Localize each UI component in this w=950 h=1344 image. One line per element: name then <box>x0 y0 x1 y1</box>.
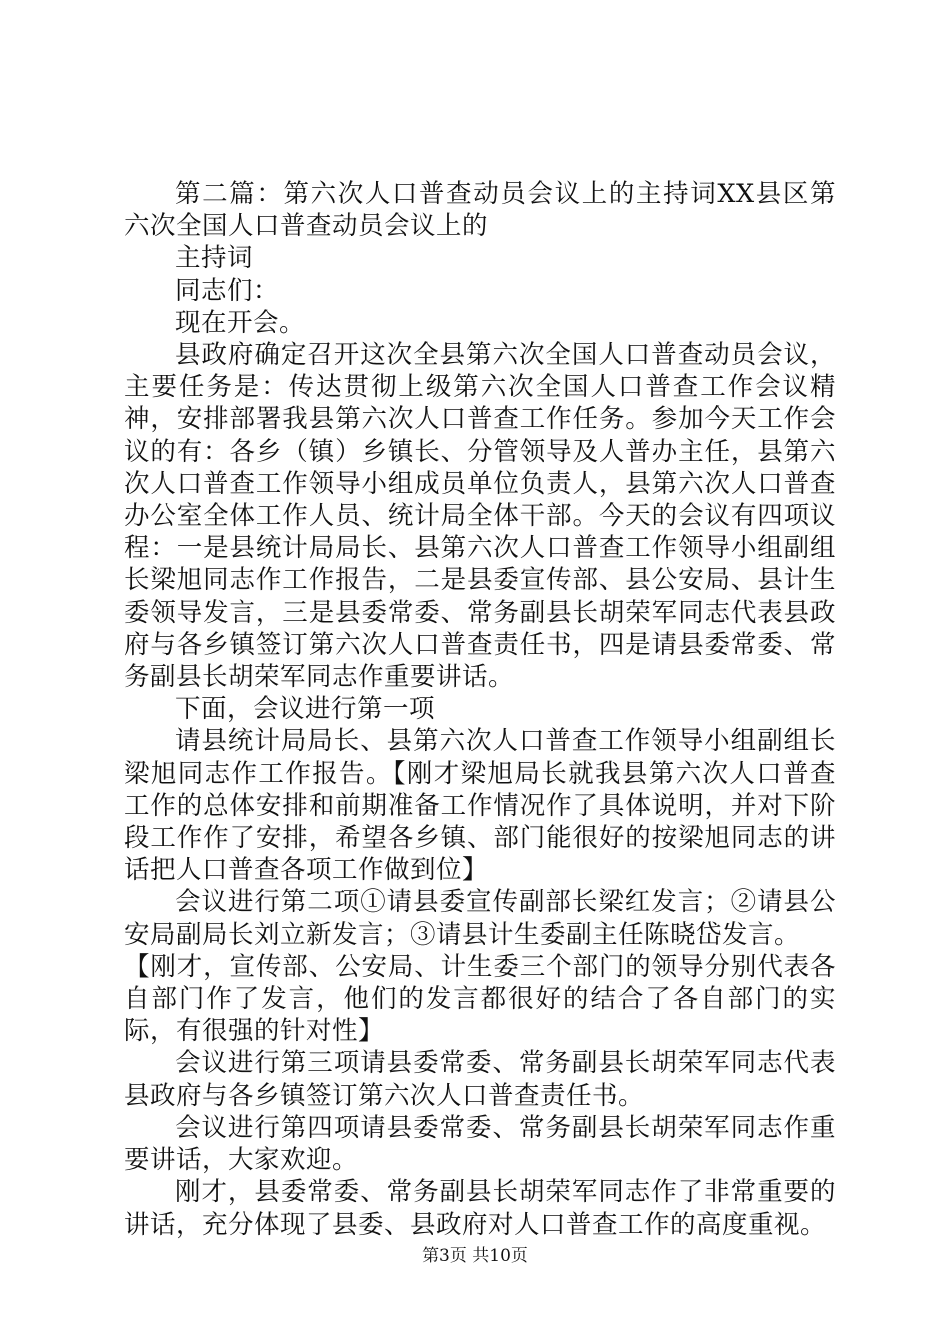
paragraph-item-two-comment: 【刚才，宣传部、公安局、计生委三个部门的领导分别代表各自部门作了发言，他们的发言都很好的结合了各自部门的实际，有很强的针对性】 <box>124 951 836 1047</box>
page-footer <box>0 1244 950 1268</box>
heading-continuation: 主持词 <box>175 243 254 274</box>
paragraph-item-three: 会议进行第三项请县委常委、常务副县长胡荣军同志代表县政府与各乡镇签订第六次人口普查责任书。 <box>124 1048 836 1111</box>
page-number: 第3页 共10页 <box>422 1246 528 1266</box>
paragraph-item-one: 请县统计局局长、县第六次人口普查工作领导小组副组长梁旭同志作工作报告。【刚才梁旭局长就我县第六次人口普查工作的总体安排和前期准备工作情况作了具体说明，并对下阶段工作作了安排，希望各乡镇、部门能很好的按梁旭同志的讲话把人口普查各项工作做到位】 <box>124 726 836 886</box>
document-body <box>124 178 836 1241</box>
paragraph-closing-remark: 刚才，县委常委、常务副县长胡荣军同志作了非常重要的讲话，充分体现了县委、县政府对人口普查工作的高度重视。 <box>124 1177 836 1240</box>
document-heading: 第二篇：第六次人口普查动员会议上的主持词XX县区第六次全国人口普查动员会议上的 <box>124 179 836 242</box>
paragraph-item-one-intro: 下面，会议进行第一项 <box>175 694 436 725</box>
paragraph-item-four: 会议进行第四项请县委常委、常务副县长胡荣军同志作重要讲话，大家欢迎。 <box>124 1112 836 1176</box>
paragraph-agenda: 县政府确定召开这次全县第六次全国人口普查动员会议，主要任务是：传达贯彻上级第六次全国人口普查工作会议精神，安排部署我县第六次人口普查工作任务。参加今天工作会议的有：各乡（镇）乡镇长、分管领导及人普办主任，县第六次人口普查工作领导小组成员单位负责人，县第六次人口普查办公室全体工作人员、统计局全体干部。今天的会议有四项议程：一是县统计局局长、县第六次人口普查工作领导小组副组长梁旭同志作工作报告，二是县委宣传部、县公安局、县计生委领导发言，三是县委常委、常务副县长胡荣军同志代表县政府与各乡镇签订第六次人口普查责任书，四是请县委常委、常务副县长胡荣军同志作重要讲话。 <box>124 340 836 693</box>
paragraph-opening: 现在开会。 <box>175 307 306 338</box>
salutation: 同志们： <box>175 275 280 306</box>
paragraph-item-two: 会议进行第二项①请县委宣传副部长梁红发言；②请县公安局副局长刘立新发言；③请县计生委副主任陈晓岱发言。 <box>124 887 836 950</box>
